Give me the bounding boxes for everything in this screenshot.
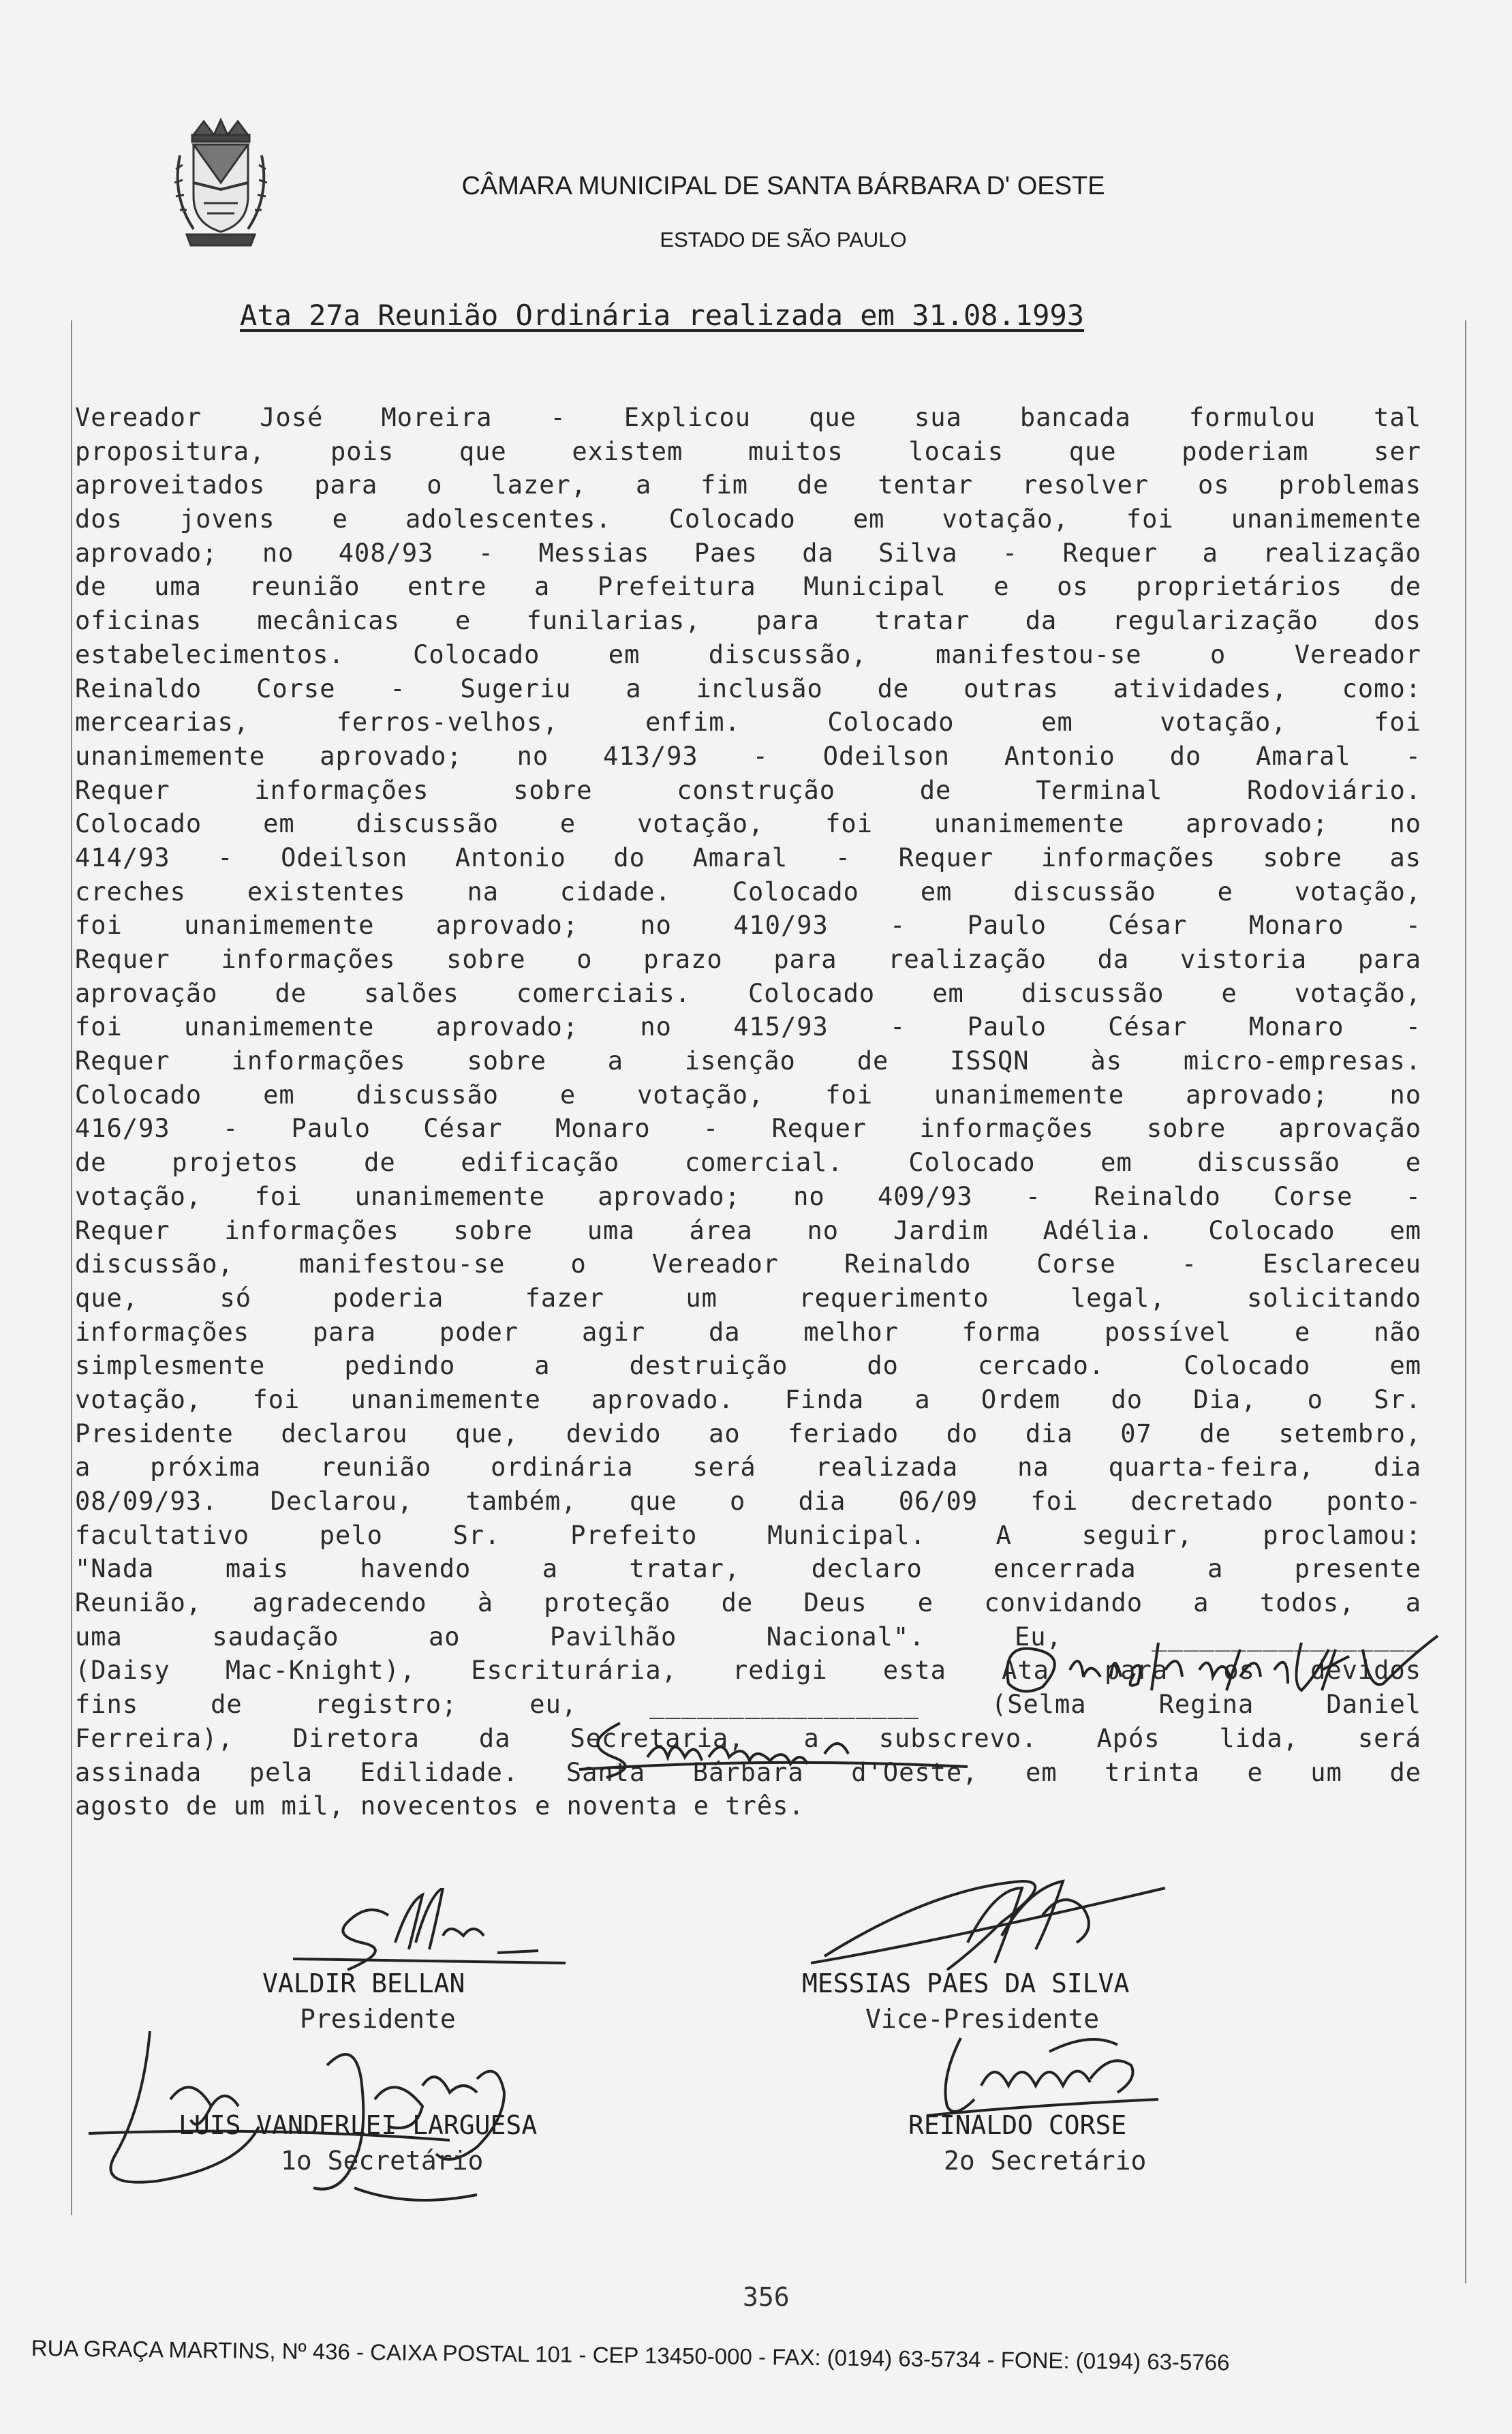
signatory-name: VALDIR BELLAN bbox=[262, 1968, 465, 1998]
page-border-right bbox=[1465, 320, 1466, 2283]
body-line: foi unanimemente aprovado; no 415/93 - Paulo César Monaro - bbox=[75, 1012, 1421, 1042]
body-line: 414/93 - Odeilson Antonio do Amaral - Requer informações sobre as bbox=[75, 842, 1421, 872]
signatory-role: Presidente bbox=[300, 2004, 456, 2034]
body-line: informações para poder agir da melhor forma possível e não bbox=[75, 1317, 1421, 1347]
signatory-role: 1o Secretário bbox=[281, 2146, 484, 2176]
body-line: a próxima reunião ordinária será realizada na quarta-feira, dia bbox=[75, 1452, 1421, 1482]
body-line: Reunião, agradecendo à proteção de Deus e convidando a todos, a bbox=[75, 1588, 1421, 1618]
body-line: Requer informações sobre construção de Terminal Rodoviário. bbox=[75, 775, 1421, 805]
minutes-body bbox=[75, 401, 1421, 1823]
signatory-name: LUIS VANDERLEI LARGUESA bbox=[179, 2110, 538, 2140]
body-line: aprovado; no 408/93 - Messias Paes da Silva - Requer a realização bbox=[75, 538, 1421, 568]
body-line: que, só poderia fazer um requerimento legal, solicitando bbox=[75, 1283, 1421, 1313]
header-subtitle: ESTADO DE SÃO PAULO bbox=[660, 228, 907, 252]
signatory-name: MESSIAS PAES DA SILVA bbox=[802, 1968, 1130, 1998]
body-line: (Daisy Mac-Knight), Escriturária, redigi esta Ata para os devidos bbox=[75, 1656, 1421, 1686]
body-line: discussão, manifestou-se o Vereador Reinaldo Corse - Esclareceu bbox=[75, 1249, 1421, 1279]
body-line: Requer informações sobre uma área no Jardim Adélia. Colocado em bbox=[75, 1215, 1421, 1245]
body-line: propositura, pois que existem muitos locais que poderiam ser bbox=[75, 436, 1421, 466]
body-line: 08/09/93. Declarou, também, que o dia 06/09 foi decretado ponto- bbox=[75, 1487, 1421, 1516]
body-line: aprovação de salões comerciais. Colocado em discussão e votação, bbox=[75, 978, 1421, 1008]
body-line: estabelecimentos. Colocado em discussão, manifestou-se o Vereador bbox=[75, 639, 1421, 669]
body-line: votação, foi unanimemente aprovado. Finda a Ordem do Dia, o Sr. bbox=[75, 1384, 1421, 1414]
page-border-left bbox=[71, 320, 72, 2215]
body-line: mercearias, ferros-velhos, enfim. Colocado em votação, foi bbox=[75, 708, 1421, 737]
body-line: fins de registro; eu, _________________ (Selma Regina Daniel bbox=[75, 1690, 1421, 1720]
body-line: oficinas mecânicas e funilarias, para tratar da regularização dos bbox=[75, 606, 1421, 636]
body-line: Presidente declarou que, devido ao feriado do dia 07 de setembro, bbox=[75, 1418, 1421, 1448]
minutes-title: Ata 27a Reunião Ordinária realizada em 31.08.1993 bbox=[240, 299, 1085, 332]
body-line: votação, foi unanimemente aprovado; no 409/93 - Reinaldo Corse - bbox=[75, 1181, 1421, 1211]
body-line: de projetos de edificação comercial. Colocado em discussão e bbox=[75, 1148, 1421, 1178]
body-line: 416/93 - Paulo César Monaro - Requer informações sobre aprovação bbox=[75, 1114, 1421, 1144]
body-line: foi unanimemente aprovado; no 410/93 - Paulo César Monaro - bbox=[75, 911, 1421, 941]
body-line: simplesmente pedindo a destruição do cercado. Colocado em bbox=[75, 1351, 1421, 1381]
body-line: Vereador José Moreira - Explicou que sua bancada formulou tal bbox=[75, 403, 1421, 432]
body-line: Requer informações sobre o prazo para realização da vistoria para bbox=[75, 945, 1421, 974]
body-line: de uma reunião entre a Prefeitura Municipal e os proprietários de bbox=[75, 572, 1421, 602]
body-line: uma saudação ao Pavilhão Nacional". Eu, _________________ bbox=[75, 1622, 1421, 1652]
body-line: creches existentes na cidade. Colocado em discussão e votação, bbox=[75, 877, 1421, 907]
page-number: 356 bbox=[743, 2282, 790, 2312]
body-line: assinada pela Edilidade. Santa Bárbara d'Oeste, em trinta e um de bbox=[75, 1757, 1421, 1787]
body-line: unanimemente aprovado; no 413/93 - Odeilson Antonio do Amaral - bbox=[75, 741, 1421, 771]
body-line: facultativo pelo Sr. Prefeito Municipal. A seguir, proclamou: bbox=[75, 1520, 1421, 1550]
footer-address: RUA GRAÇA MARTINS, Nº 436 - CAIXA POSTAL 101 - CEP 13450-000 - FAX: (0194) 63-5734 - FONE: (0194) 63-5766 bbox=[31, 2335, 1230, 2375]
signatory-name: REINALDO CORSE bbox=[908, 2110, 1127, 2140]
body-line: aproveitados para o lazer, a fim de tentar resolver os problemas bbox=[75, 470, 1421, 500]
signatory-role: Vice-Presidente bbox=[865, 2004, 1100, 2034]
body-line: Ferreira), Diretora da Secretaria, a subscrevo. Após lida, será bbox=[75, 1723, 1421, 1753]
body-line: agosto de um mil, novecentos e noventa e três. bbox=[75, 1791, 805, 1821]
body-line: Colocado em discussão e votação, foi unanimemente aprovado; no bbox=[75, 809, 1421, 839]
header-title: CÂMARA MUNICIPAL DE SANTA BÁRBARA D' OESTE bbox=[461, 172, 1105, 200]
body-line: dos jovens e adolescentes. Colocado em votação, foi unanimemente bbox=[75, 504, 1421, 534]
vice-president-signature bbox=[797, 1861, 1179, 1983]
body-line: Requer informações sobre a isenção de ISSQN às micro-empresas. bbox=[75, 1046, 1421, 1076]
president-signature bbox=[293, 1888, 586, 1977]
signatory-role: 2o Secretário bbox=[944, 2146, 1147, 2176]
body-line: Colocado em discussão e votação, foi unanimemente aprovado; no bbox=[75, 1080, 1421, 1110]
body-line: Reinaldo Corse - Sugeriu a inclusão de outras atividades, como: bbox=[75, 673, 1421, 703]
body-line: "Nada mais havendo a tratar, declaro encerrada a presente bbox=[75, 1554, 1421, 1584]
